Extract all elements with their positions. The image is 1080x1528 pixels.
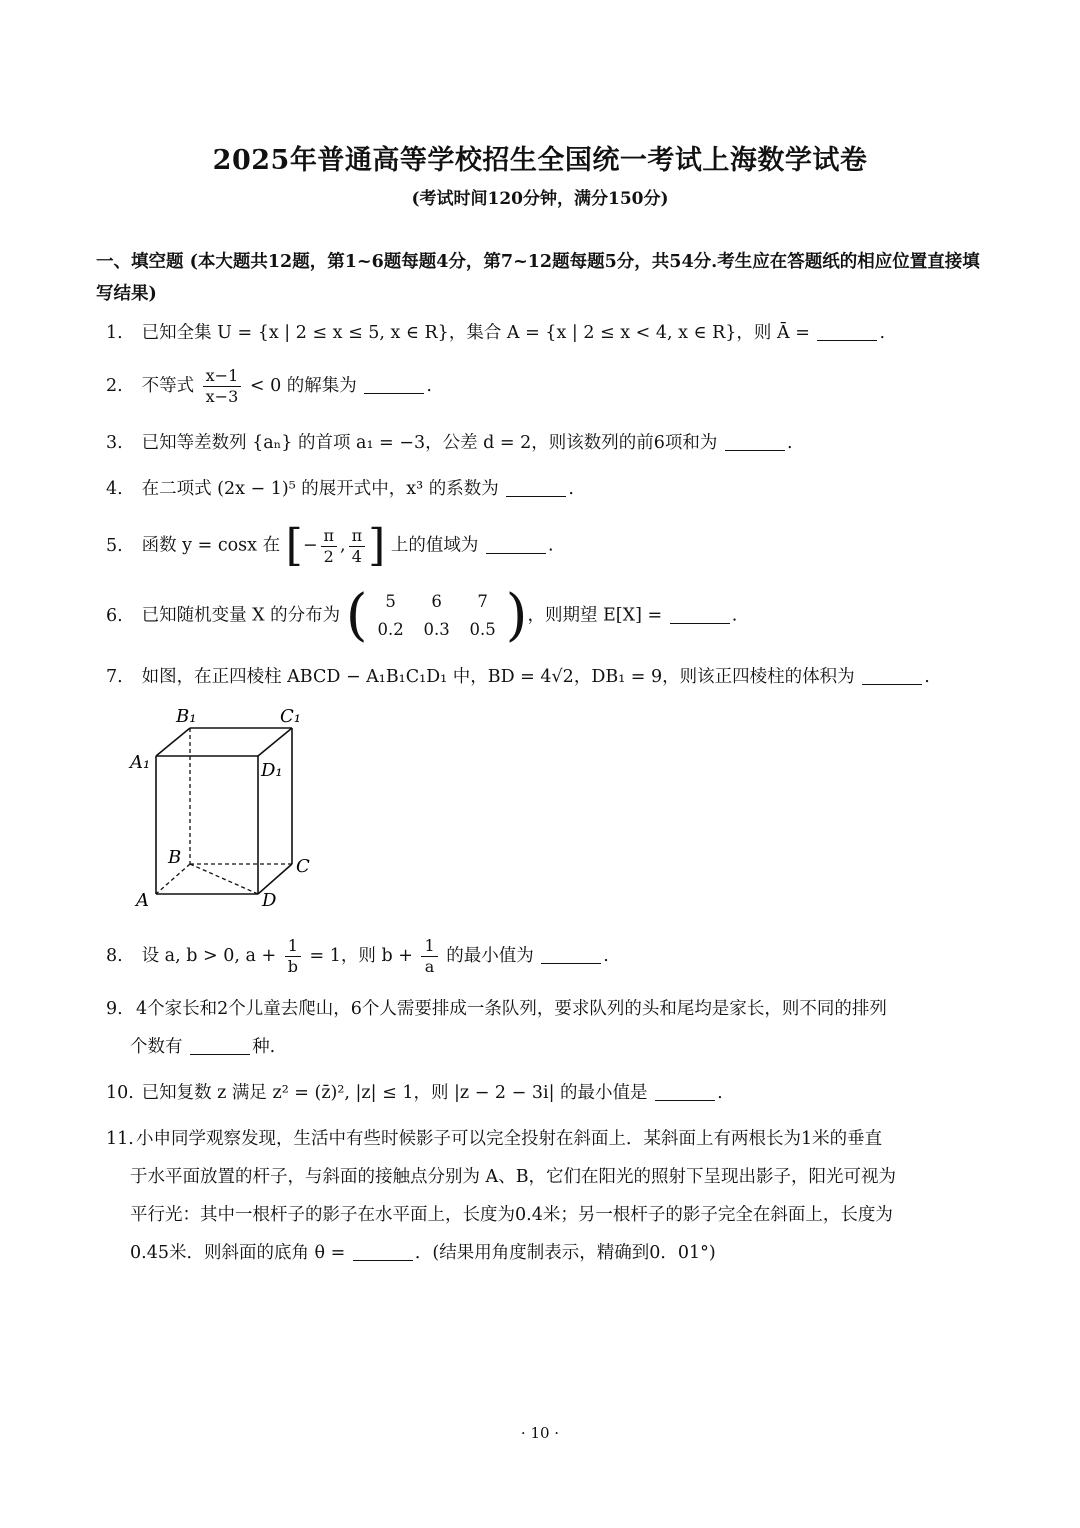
question-2 — [106, 366, 988, 407]
section-heading: 一、填空题 (本大题共12题，第1~6题每题4分，第7~12题每题5分，共54分.考生应在答题纸的相应位置直接填写结果) — [96, 252, 980, 304]
probabilities-row — [368, 616, 506, 644]
label-d1: D₁ — [261, 760, 283, 781]
label-c1: C₁ — [280, 706, 301, 727]
question-number: 1. — [106, 323, 123, 343]
fraction-numerator: x−1 — [203, 366, 242, 387]
question-text: 0.45米．则斜面的底角 θ = — [130, 1243, 346, 1263]
answer-blank[interactable] — [670, 605, 730, 624]
label-c: C — [296, 856, 310, 877]
label-b1: B₁ — [176, 706, 197, 727]
question-9 — [106, 990, 988, 1066]
period: . — [426, 376, 432, 396]
question-text: 已知等差数列 {aₙ} 的首项 a₁ = −3，公差 d = 2，则该数列的前6项和为 — [141, 433, 718, 453]
matrix-cell: 6 — [431, 592, 442, 611]
left-bracket: [ — [285, 520, 303, 571]
matrix-cell: 0.5 — [469, 620, 496, 639]
fraction-denominator: 2 — [323, 546, 334, 566]
question-text: 如图，在正四棱柱 ABCD − A₁B₁C₁D₁ 中，BD = 4√2，DB₁ = 9，则该正四棱柱的体积为 — [141, 667, 855, 687]
edge-a1-b1 — [156, 728, 190, 756]
fraction-denominator: b — [287, 957, 298, 976]
matrix-cell: 5 — [385, 592, 396, 611]
answer-blank[interactable] — [190, 1036, 250, 1055]
question-text: Ā = — [777, 323, 810, 343]
question-text: 在二项式 (2x − 1)⁵ 的展开式中，x³ 的系数为 — [141, 479, 499, 499]
question-text: ，则期望 E[X] = — [527, 605, 663, 626]
period: . — [603, 946, 609, 966]
fraction-denominator: 4 — [351, 546, 362, 566]
answer-blank[interactable] — [486, 535, 546, 554]
matrix-cell: 7 — [477, 592, 488, 611]
question-number: 7. — [106, 667, 123, 687]
period: . — [924, 667, 930, 687]
question-number: 9. — [106, 999, 123, 1019]
question-text: 小申同学观察发现，生活中有些时候影子可以完全投射在斜面上．某斜面上有两根长为1米的垂直 — [136, 1129, 883, 1149]
answer-blank[interactable] — [364, 375, 424, 394]
question-line: 平行光：其中一根杆子的影子在水平面上，长度为0.4米；另一根杆子的影子完全在斜面上，长度为 — [130, 1205, 893, 1225]
period: . — [731, 605, 738, 626]
page-title: 2025年普通高等学校招生全国统一考试上海数学试卷 — [212, 145, 868, 176]
question-number: 11. — [106, 1129, 134, 1149]
question-text: 已知复数 z 满足 z² = (z̄)², |z| ≤ 1，则 |z − 2 − 3i| 的最小值是 — [141, 1083, 648, 1103]
question-number: 4. — [106, 479, 123, 499]
answer-blank[interactable] — [862, 666, 922, 685]
question-number: 8. — [106, 946, 123, 966]
fraction-denominator: x−3 — [205, 387, 239, 406]
question-10 — [106, 1082, 988, 1104]
question-number: 10. — [106, 1083, 134, 1103]
fraction-denominator: a — [424, 957, 435, 976]
period: . — [786, 433, 793, 453]
question-5: 5. 函数 y = cosx 在 [− $\frac{\pi}{2}$ , $\frac{\pi}{4}$ ] 上的值域为 . — [106, 520, 554, 571]
question-text: 个数有 — [130, 1037, 183, 1057]
question-line — [106, 990, 988, 1028]
question-text: 已知随机变量 X 的分布为 — [141, 605, 341, 626]
values-row — [368, 588, 506, 616]
question-text: ．(结果用角度制表示，精确到0．01°) — [414, 1243, 716, 1263]
page-subtitle: (考试时间120分钟，满分150分) — [411, 189, 669, 209]
answer-blank[interactable] — [655, 1082, 715, 1101]
right-paren: ) — [505, 583, 528, 648]
right-bracket: ] — [368, 520, 386, 571]
fraction-numerator: π — [349, 526, 366, 547]
question-text: U = {x | 2 ≤ x ≤ 5, x ∈ R}，集合 A = {x | 2 ≤ x < 4, x ∈ R}，则 — [217, 323, 772, 343]
question-text: 设 a, b > 0, a + — [141, 946, 277, 966]
answer-blank[interactable] — [725, 432, 785, 451]
period: . — [879, 323, 886, 343]
question-text: = 1，则 b + — [309, 946, 413, 966]
question-text: 不等式 — [141, 376, 195, 396]
prism-figure — [120, 700, 330, 915]
period: . — [547, 535, 554, 556]
question-4 — [106, 478, 988, 500]
edge-a-b-hidden — [156, 864, 190, 894]
question-text: 4个家长和2个儿童去爬山，6个人需要排成一条队列，要求队列的头和尾均是家长，则不同的排列 — [136, 999, 887, 1019]
question-number: 5. — [106, 535, 123, 556]
question-text: 种. — [252, 1037, 276, 1057]
label-d: D — [262, 890, 277, 911]
answer-blank[interactable] — [506, 478, 566, 497]
matrix-cell: 0.2 — [377, 620, 404, 639]
edge-c1-d1 — [258, 728, 292, 756]
question-number: 2. — [106, 376, 123, 396]
question-number: 6. — [106, 605, 123, 626]
period: . — [717, 1083, 723, 1103]
question-8 — [106, 936, 988, 977]
answer-blank[interactable] — [541, 945, 601, 964]
distribution-table — [368, 588, 506, 644]
fraction-numerator: 1 — [421, 936, 437, 957]
left-paren: ( — [345, 583, 368, 648]
period: . — [568, 479, 574, 499]
question-text: 已知全集 — [141, 323, 212, 343]
question-line — [106, 1120, 988, 1158]
question-text: 函数 y = cosx 在 — [141, 535, 281, 556]
answer-blank[interactable] — [817, 322, 877, 341]
label-a: A — [136, 890, 149, 911]
question-number: 3. — [106, 433, 123, 453]
question-line — [106, 1028, 988, 1066]
label-b: B — [168, 847, 182, 868]
question-text: 的最小值为 — [446, 946, 534, 966]
question-1 — [106, 322, 988, 344]
fraction — [321, 526, 338, 567]
answer-blank[interactable] — [353, 1242, 413, 1261]
question-7 — [106, 666, 988, 688]
diagonal-b-d-hidden — [190, 864, 258, 894]
fraction-numerator: π — [321, 526, 338, 547]
matrix-cell: 0.3 — [423, 620, 450, 639]
label-a1: A₁ — [130, 752, 151, 773]
fraction — [203, 366, 242, 407]
page-number: · 10 · — [520, 1424, 560, 1442]
question-line: 于水平面放置的杆子，与斜面的接触点分别为 A、B，它们在阳光的照射下呈现出影子，阳光可视为 — [130, 1167, 897, 1187]
question-text: 上的值域为 — [390, 535, 479, 556]
question-6 — [106, 583, 988, 648]
fraction-numerator: 1 — [285, 936, 301, 957]
fraction — [285, 936, 301, 977]
question-3 — [106, 432, 988, 454]
fraction — [421, 936, 437, 977]
fraction — [349, 526, 366, 567]
question-line — [106, 1234, 988, 1272]
question-11 — [106, 1120, 988, 1272]
question-text: < 0 的解集为 — [249, 376, 357, 396]
